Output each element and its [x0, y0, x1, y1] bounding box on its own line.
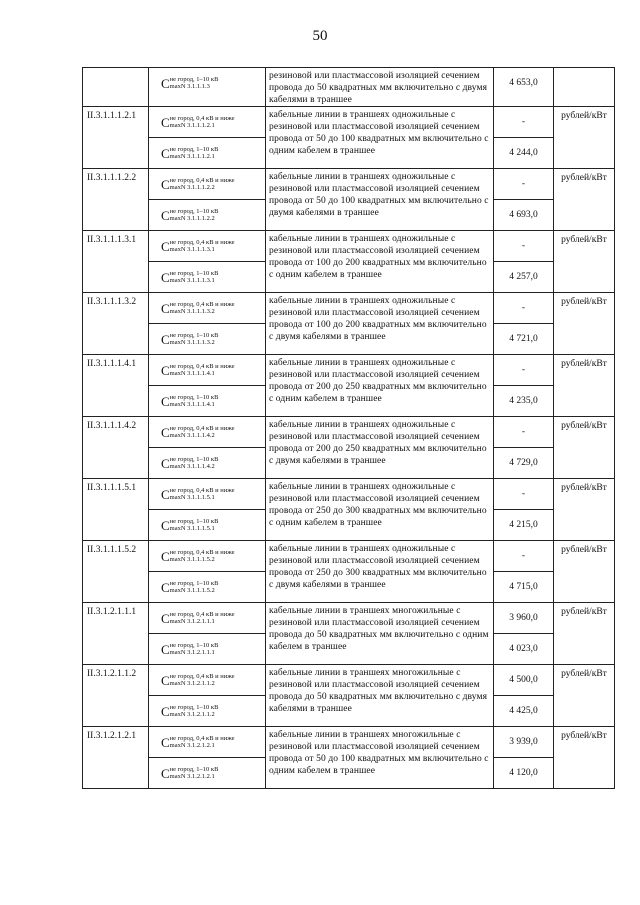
rate-symbol-letter: С: [161, 641, 170, 657]
rate-symbol-index: [170, 394, 219, 408]
rate-symbol: [149, 107, 265, 137]
rate-symbol-cell: [149, 355, 266, 417]
rate-value: 4 244,0: [494, 137, 553, 168]
rate-value: 4 693,0: [494, 199, 553, 230]
rate-symbol-superscript: не город, 0,4 кВ и ниже: [169, 425, 235, 432]
rate-symbol-index: [170, 704, 219, 718]
rate-value: 4 215,0: [494, 509, 553, 540]
rate-symbol: [149, 479, 265, 509]
rate-value: -: [521, 303, 526, 313]
rate-symbol-letter: С: [161, 672, 170, 688]
rate-unit: рублей/кВт: [554, 231, 615, 293]
rate-value-cell: [494, 541, 554, 603]
rate-symbol-letter: С: [161, 486, 170, 502]
rate-symbol-letter: С: [161, 579, 170, 595]
rate-symbol-letter: С: [161, 331, 170, 347]
rate-symbol-superscript: не город, 0,4 кВ и ниже: [169, 611, 235, 618]
rate-symbol: [149, 757, 265, 788]
rate-symbol-index: [170, 301, 235, 315]
row-code: II.3.1.1.1.5.1: [83, 479, 149, 541]
rate-symbol-index: [170, 766, 219, 780]
rate-symbol: [149, 727, 265, 757]
rate-symbol-index: [170, 115, 235, 129]
rate-symbol-subscript: maxN 3.1.1.1.5.2: [169, 556, 215, 563]
rate-symbol-subscript: maxN 3.1.1.1.3.1: [169, 246, 215, 253]
rate-symbol-subscript: maxN 3.1.1.1.2.2: [169, 184, 215, 191]
rate-symbol-superscript: не город, 0,4 кВ и ниже: [169, 301, 235, 308]
rate-symbol: [149, 261, 265, 292]
rate-symbol-letter: С: [161, 238, 170, 254]
rate-symbol-superscript: не город, 0,4 кВ и ниже: [169, 735, 235, 742]
rate-value-cell: [494, 479, 554, 541]
rate-value: 4 257,0: [494, 261, 553, 292]
rate-symbol-superscript: не город, 0,4 кВ и ниже: [169, 239, 235, 246]
rate-symbol-subscript: maxN 3.1.1.1.5.1: [169, 494, 215, 501]
rate-symbol-letter: С: [161, 455, 170, 471]
row-code: II.3.1.2.1.1.2: [83, 665, 149, 727]
rate-symbol: [149, 68, 265, 98]
rate-value-cell: [494, 417, 554, 479]
rate-symbol-letter: С: [161, 300, 170, 316]
tariff-table-body: [83, 68, 615, 789]
rate-symbol-subscript: maxN 3.1.2.1.2.1: [169, 773, 215, 780]
rate-symbol: [149, 323, 265, 354]
rate-symbol-subscript: maxN 3.1.1.1.2.2: [169, 215, 215, 222]
rate-value: -: [521, 427, 526, 437]
row-description: кабельные линии в траншеях одножильные с резиновой или пластмассовой изоляцией сечением провода от 250 до 300 квадратных мм включительно с двумя кабелями в траншее: [266, 541, 494, 603]
rate-value-cell: [494, 293, 554, 355]
rate-symbol-index: [170, 270, 219, 284]
page-number: 50: [312, 28, 328, 44]
rate-value: 4 653,0: [509, 78, 538, 88]
row-description: кабельные линии в траншеях многожильные с резиновой или пластмассовой изоляцией сечением провода от 50 до 100 квадратных мм включительно с одним кабелем в траншее: [266, 727, 494, 789]
rate-value: -: [521, 489, 526, 499]
rate-value-cell: [494, 169, 554, 231]
rate-symbol-superscript: не город, 1–10 кВ: [169, 76, 219, 83]
rate-unit: рублей/кВт: [554, 169, 615, 231]
row-description: кабельные линии в траншеях одножильные с резиновой или пластмассовой изоляцией сечением провода от 100 до 200 квадратных мм включительно с одним кабелем в траншее: [266, 231, 494, 293]
rate-value: -: [521, 551, 526, 561]
rate-symbol-letter: С: [161, 548, 170, 564]
rate-symbol: [149, 293, 265, 323]
row-code: II.3.1.2.1.2.1: [83, 727, 149, 789]
rate-symbol-superscript: не город, 1–10 кВ: [169, 332, 219, 339]
rate-value-cell: [494, 68, 554, 107]
rate-symbol-superscript: не город, 0,4 кВ и ниже: [169, 363, 235, 370]
rate-value: -: [521, 365, 526, 375]
rate-symbol-cell: [149, 231, 266, 293]
rate-symbol-superscript: не город, 1–10 кВ: [169, 580, 219, 587]
rate-unit: рублей/кВт: [554, 293, 615, 355]
rate-value: 4 023,0: [494, 633, 553, 664]
row-code: II.3.1.2.1.1.1: [83, 603, 149, 665]
rate-symbol-letter: С: [161, 114, 170, 130]
rate-symbol-subscript: maxN 3.1.1.1.5.2: [169, 587, 215, 594]
table-row: [83, 479, 615, 541]
rate-symbol-index: [170, 580, 219, 594]
row-description: кабельные линии в траншеях одножильные с резиновой или пластмассовой изоляцией сечением провода от 50 до 100 квадратных мм включительно с двумя кабелями в траншее: [266, 169, 494, 231]
table-row: [83, 169, 615, 231]
rate-unit: рублей/кВт: [554, 355, 615, 417]
rate-symbol: [149, 417, 265, 447]
rate-symbol-cell: [149, 727, 266, 789]
rate-symbol-subscript: maxN 3.1.2.1.1.1: [169, 618, 215, 625]
rate-symbol-superscript: не город, 1–10 кВ: [169, 642, 219, 649]
rate-symbol: [149, 385, 265, 416]
row-code: II.3.1.1.1.3.1: [83, 231, 149, 293]
rate-symbol-letter: С: [161, 75, 170, 91]
table-row: [83, 293, 615, 355]
rate-symbol-superscript: не город, 0,4 кВ и ниже: [169, 549, 235, 556]
rate-symbol: [149, 137, 265, 168]
rate-symbol-letter: С: [161, 765, 170, 781]
rate-symbol-index: [170, 642, 219, 656]
rate-value: 3 939,0: [509, 737, 538, 747]
rate-symbol-index: [170, 518, 219, 532]
rate-symbol-index: [170, 208, 219, 222]
rate-symbol-letter: С: [161, 362, 170, 378]
rate-value: -: [521, 117, 526, 127]
rate-symbol-index: [170, 363, 235, 377]
rate-value: 4 721,0: [494, 323, 553, 354]
rate-symbol-cell: [149, 68, 266, 107]
rate-symbol-subscript: maxN 3.1.2.1.1.1: [169, 649, 215, 656]
rate-symbol-subscript: maxN 3.1.2.1.1.2: [169, 680, 215, 687]
rate-symbol: [149, 695, 265, 726]
rate-symbol-letter: С: [161, 517, 170, 533]
table-row: [83, 107, 615, 169]
row-description: кабельные линии в траншеях одножильные с резиновой или пластмассовой изоляцией сечением провода от 200 до 250 квадратных мм включительно с двумя кабелями в траншее: [266, 417, 494, 479]
rate-symbol-superscript: не город, 1–10 кВ: [169, 704, 219, 711]
rate-symbol-index: [170, 549, 235, 563]
row-description: кабельные линии в траншеях одножильные с резиновой или пластмассовой изоляцией сечением провода от 200 до 250 квадратных мм включительно с одним кабелем в траншее: [266, 355, 494, 417]
rate-symbol: [149, 509, 265, 540]
rate-symbol-letter: С: [161, 610, 170, 626]
rate-symbol-superscript: не город, 1–10 кВ: [169, 456, 219, 463]
rate-symbol-index: [170, 456, 219, 470]
rate-symbol-subscript: maxN 3.1.1.1.3.2: [169, 308, 215, 315]
rate-symbol: [149, 571, 265, 602]
rate-value-cell: [494, 231, 554, 293]
row-code: II.3.1.1.1.4.1: [83, 355, 149, 417]
rate-symbol-superscript: не город, 0,4 кВ и ниже: [169, 115, 235, 122]
rate-symbol-cell: [149, 479, 266, 541]
rate-symbol-index: [170, 735, 235, 749]
rate-value: -: [521, 241, 526, 251]
rate-symbol-subscript: maxN 3.1.1.1.2.1: [169, 122, 215, 129]
rate-value-cell: [494, 603, 554, 665]
table-row: [83, 541, 615, 603]
rate-symbol-index: [170, 239, 235, 253]
rate-symbol-letter: С: [161, 734, 170, 750]
row-code: II.3.1.1.1.2.1: [83, 107, 149, 169]
rate-symbol: [149, 199, 265, 230]
table-row: [83, 665, 615, 727]
rate-symbol-subscript: maxN 3.1.1.1.4.2: [169, 463, 215, 470]
row-code: [83, 68, 149, 107]
rate-symbol-subscript: maxN 3.1.1.1.4.1: [169, 401, 215, 408]
row-code: II.3.1.1.1.3.2: [83, 293, 149, 355]
row-code: II.3.1.1.1.4.2: [83, 417, 149, 479]
rate-symbol-letter: С: [161, 207, 170, 223]
rate-symbol-superscript: не город, 1–10 кВ: [169, 208, 219, 215]
rate-symbol-index: [170, 673, 235, 687]
row-description: кабельные линии в траншеях многожильные с резиновой или пластмассовой изоляцией сечением провода до 50 квадратных мм включительно с одним кабелем в траншее: [266, 603, 494, 665]
rate-symbol-cell: [149, 541, 266, 603]
rate-symbol: [149, 665, 265, 695]
rate-value: 4 120,0: [494, 757, 553, 788]
rate-symbol-superscript: не город, 1–10 кВ: [169, 270, 219, 277]
rate-symbol-subscript: maxN 3.1.2.1.2.1: [169, 742, 215, 749]
rate-symbol-index: [170, 332, 219, 346]
rate-symbol-superscript: не город, 1–10 кВ: [169, 394, 219, 401]
rate-symbol-subscript: maxN 3.1.1.1.2.1: [169, 153, 215, 160]
rate-value: 4 235,0: [494, 385, 553, 416]
rate-symbol: [149, 355, 265, 385]
rate-unit: рублей/кВт: [554, 727, 615, 789]
rate-unit: рублей/кВт: [554, 541, 615, 603]
rate-symbol-cell: [149, 107, 266, 169]
rate-symbol: [149, 169, 265, 199]
rate-symbol-cell: [149, 417, 266, 479]
rate-symbol: [149, 541, 265, 571]
rate-unit: рублей/кВт: [554, 107, 615, 169]
rate-symbol-subscript: maxN 3.1.1.1.3: [169, 83, 210, 90]
rate-symbol-cell: [149, 293, 266, 355]
rate-symbol-index: [170, 146, 219, 160]
rate-value: 4 425,0: [494, 695, 553, 726]
rate-symbol-letter: С: [161, 145, 170, 161]
table-row: [83, 68, 615, 107]
rate-symbol-superscript: не город, 1–10 кВ: [169, 146, 219, 153]
rate-symbol: [149, 603, 265, 633]
rate-symbol-superscript: не город, 1–10 кВ: [169, 518, 219, 525]
rate-symbol-index: [170, 487, 235, 501]
row-description: кабельные линии в траншеях многожильные с резиновой или пластмассовой изоляцией сечением провода до 50 квадратных мм включительно с двумя кабелями в траншее: [266, 665, 494, 727]
rate-symbol-cell: [149, 169, 266, 231]
row-code: II.3.1.1.1.5.2: [83, 541, 149, 603]
row-code: II.3.1.1.1.2.2: [83, 169, 149, 231]
rate-symbol-cell: [149, 665, 266, 727]
rate-symbol: [149, 447, 265, 478]
rate-unit: [554, 68, 615, 107]
row-description: кабельные линии в траншеях одножильные с резиновой или пластмассовой изоляцией сечением провода от 250 до 300 квадратных мм включительно с одним кабелем в траншее: [266, 479, 494, 541]
rate-value-cell: [494, 355, 554, 417]
rate-symbol-superscript: не город, 0,4 кВ и ниже: [169, 673, 235, 680]
rate-symbol-letter: С: [161, 176, 170, 192]
rate-symbol-subscript: maxN 3.1.1.1.4.1: [169, 370, 215, 377]
rate-symbol-index: [170, 76, 219, 90]
rate-symbol-index: [170, 177, 235, 191]
rate-unit: рублей/кВт: [554, 665, 615, 727]
rate-unit: рублей/кВт: [554, 479, 615, 541]
table-row: [83, 355, 615, 417]
rate-symbol-superscript: не город, 0,4 кВ и ниже: [169, 487, 235, 494]
rate-symbol-letter: С: [161, 703, 170, 719]
rate-symbol-superscript: не город, 0,4 кВ и ниже: [169, 177, 235, 184]
rate-symbol-subscript: maxN 3.1.1.1.5.1: [169, 525, 215, 532]
rate-symbol-subscript: maxN 3.1.1.1.3.2: [169, 339, 215, 346]
rate-value: 3 960,0: [509, 613, 538, 623]
rate-value-cell: [494, 727, 554, 789]
rate-unit: рублей/кВт: [554, 417, 615, 479]
rate-symbol: [149, 633, 265, 664]
rate-value-cell: [494, 665, 554, 727]
table-row: [83, 727, 615, 789]
rate-symbol-superscript: не город, 1–10 кВ: [169, 766, 219, 773]
row-description: кабельные линии в траншеях одножильные с резиновой или пластмассовой изоляцией сечением провода от 50 до 100 квадратных мм включительно с одним кабелем в траншее: [266, 107, 494, 169]
rate-symbol-letter: С: [161, 269, 170, 285]
rate-value-cell: [494, 107, 554, 169]
rate-symbol-subscript: maxN 3.1.1.1.4.2: [169, 432, 215, 439]
rate-symbol-letter: С: [161, 393, 170, 409]
rate-unit: рублей/кВт: [554, 603, 615, 665]
rate-symbol-letter: С: [161, 424, 170, 440]
row-description: резиновой или пластмассовой изоляцией сечением провода до 50 квадратных мм включительно с двумя кабелями в траншее: [266, 68, 494, 107]
table-row: [83, 231, 615, 293]
rate-symbol: [149, 231, 265, 261]
rate-value: 4 500,0: [509, 675, 538, 685]
rate-symbol-index: [170, 425, 235, 439]
rate-value: 4 729,0: [494, 447, 553, 478]
rate-symbol-subscript: maxN 3.1.1.1.3.1: [169, 277, 215, 284]
row-description: кабельные линии в траншеях одножильные с резиновой или пластмассовой изоляцией сечением провода от 100 до 200 квадратных мм включительно с двумя кабелями в траншее: [266, 293, 494, 355]
rate-symbol-cell: [149, 603, 266, 665]
rate-value: -: [521, 179, 526, 189]
tariff-table: [82, 67, 615, 789]
rate-symbol-subscript: maxN 3.1.2.1.1.2: [169, 711, 215, 718]
table-row: [83, 417, 615, 479]
rate-value: 4 715,0: [494, 571, 553, 602]
table-row: [83, 603, 615, 665]
rate-symbol-index: [170, 611, 235, 625]
